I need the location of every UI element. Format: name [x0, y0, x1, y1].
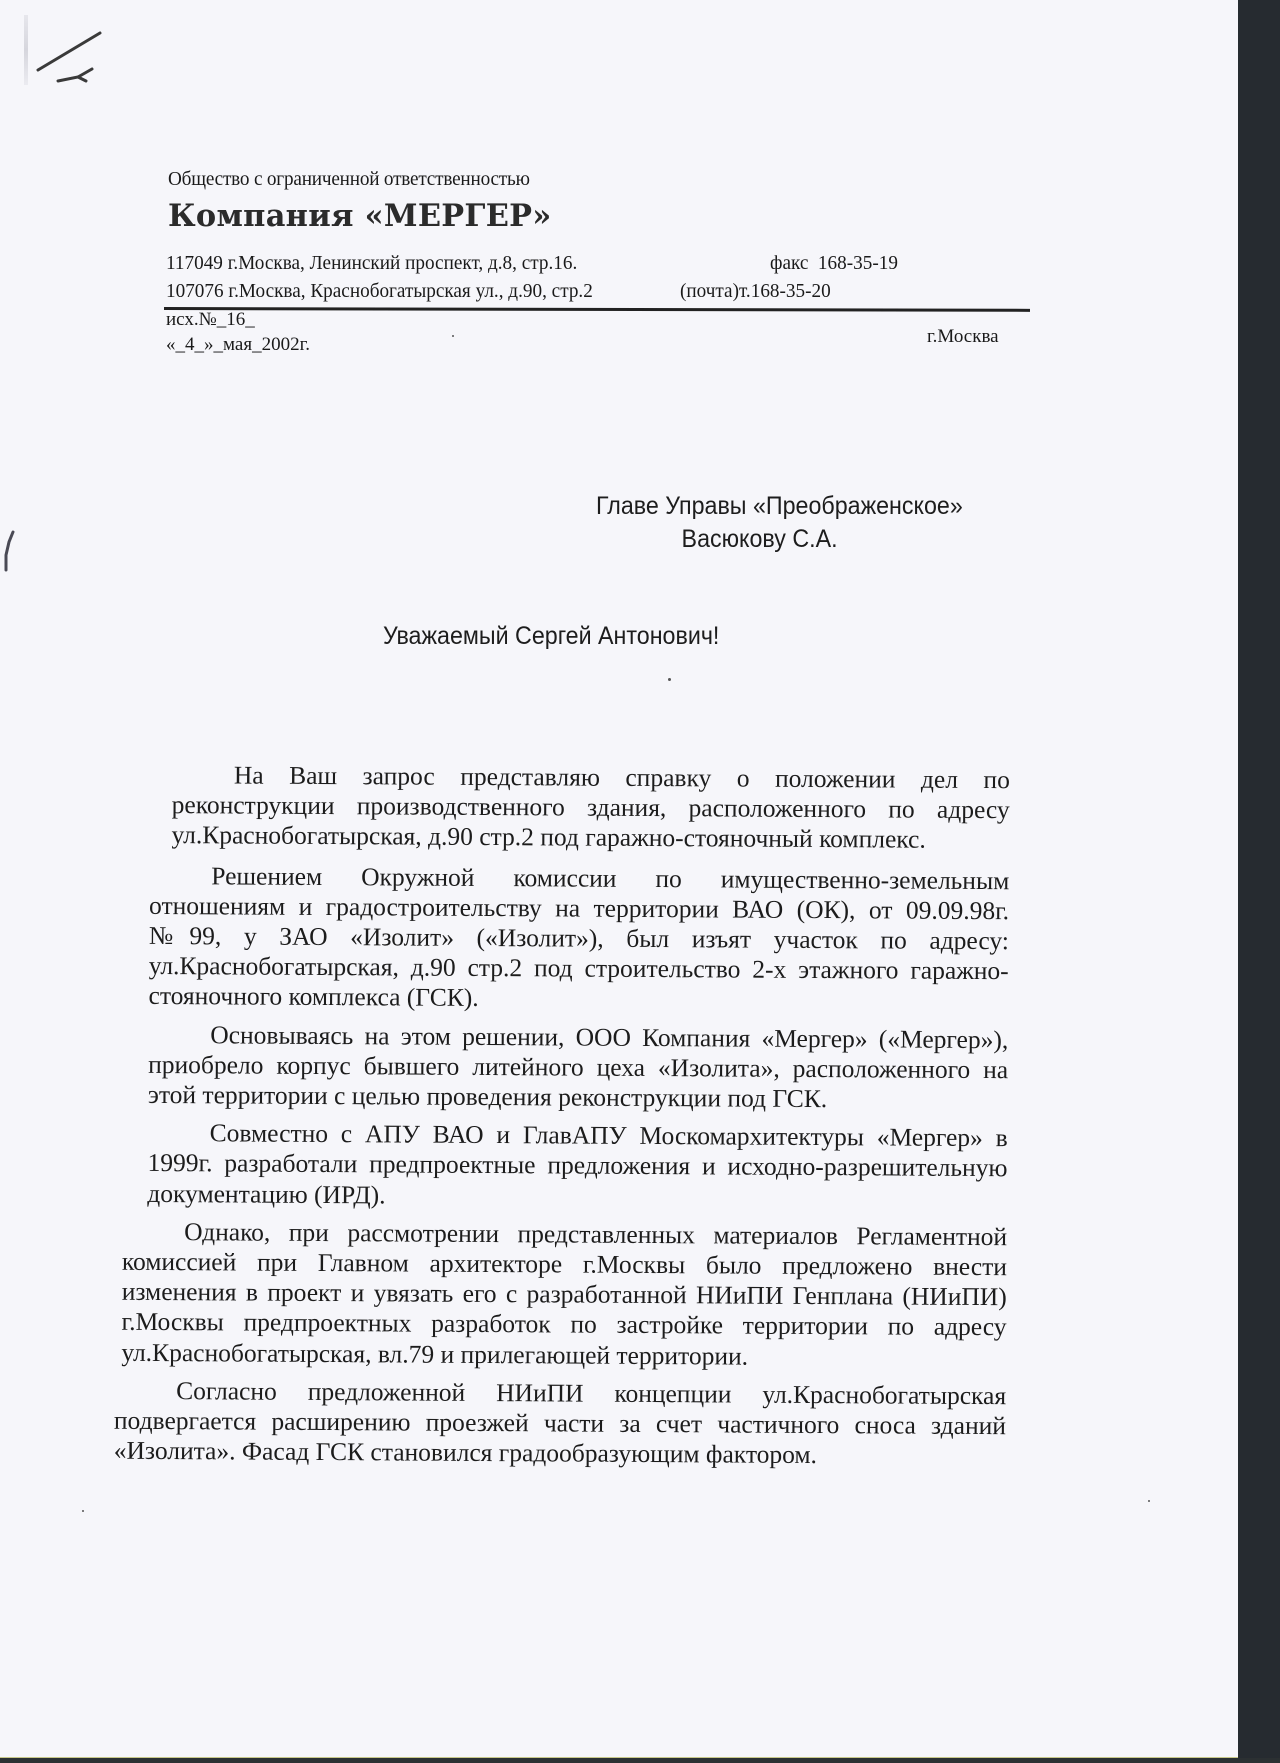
scanner-edge-right [1238, 0, 1280, 1763]
greeting: Уважаемый Сергей Антонович! [383, 622, 720, 650]
scan-edge-shadow [24, 15, 28, 85]
body-paragraph: Однако, при рассмотрении представленных материалов Регламентной комиссией при Главном архитекторе г.Москвы было предложено внести изменения в проект и увязать его с разработанной НИиПИ Генплана (НИиПИ) г.Москвы предпроектных разработок по застройке территории по адресу ул.Краснобогатырская, вл.79 и прилегающей территории. [121, 1217, 1008, 1371]
scan-speck [82, 1510, 84, 1512]
letter-city: г.Москва [927, 326, 999, 347]
margin-scratch-mark [2, 530, 16, 575]
letterhead-address-2: 107076 г.Москва, Краснобогатырская ул., д.90, стр.2 [166, 280, 593, 302]
body-paragraph: Решением Окружной комиссии по имущественно-земельным отношениям и градостроительству на территории ВАО (ОК), от 09.09.98г. №99, у ЗАО «Изолит» («Изолит»), был изъят участок по адресу: ул.Краснобогатырская, д.90 стр.2 под строительство 2-х этажного гаражно-стояночного комплекса (ГСК). [148, 860, 1010, 1013]
letterhead-company-name: Компания «МЕРГЕР» [168, 198, 552, 234]
scan-speck [452, 335, 454, 337]
body-paragraph: Основываясь на этом решении, ООО Компания «Мергер» («Мергер»), приобрело корпус бывшего литейного цеха «Изолита», расположенного на этой территории с целью проведения реконструкции под ГСК. [147, 1019, 1009, 1114]
scan-speck [1148, 1500, 1150, 1502]
outgoing-number: исх.№_16_ [166, 309, 255, 330]
letter-body [113, 760, 1010, 1472]
body-paragraph: Совместно с АПУ ВАО и ГлавАПУ Москомархитектуры «Мергер» в 1999г. разработали предпроектные предложения и исходно-разрешительную документацию (ИРД). [147, 1118, 1008, 1210]
addressee-block [596, 490, 963, 556]
scan-speck [668, 678, 671, 681]
letterhead-phone: (почта)т.168-35-20 [680, 280, 831, 302]
letterhead-address-1: 117049 г.Москва, Ленинский проспект, д.8, стр.16. [166, 252, 578, 274]
letterhead-divider [164, 307, 1030, 312]
letter-date: «_4_»_мая_2002г. [166, 334, 310, 355]
body-paragraph: Согласно предложенной НИиПИ концепции ул.Краснобогатырская подвергается расширению проезжей части за счет частичного сноса зданий «Изолита». Фасад ГСК становился градообразующим фактором. [113, 1375, 1007, 1470]
body-paragraph: На Ваш запрос представляю справку о положении дел по реконструкции производственного здания, расположенного по адресу ул.Краснобогатырская, д.90 стр.2 под гаражно-стояночный комплекс. [171, 760, 1010, 855]
scanner-edge-bottom [0, 1758, 1280, 1763]
addressee-position: Главе Управы «Преображенское» [596, 492, 963, 520]
handwritten-mark-icon [30, 25, 110, 85]
letterhead-fax: факс 168-35-19 [770, 252, 898, 274]
addressee-name: Васюкову С.А. [681, 525, 838, 553]
letterhead-org-form: Общество с ограниченной ответственностью [168, 168, 530, 190]
